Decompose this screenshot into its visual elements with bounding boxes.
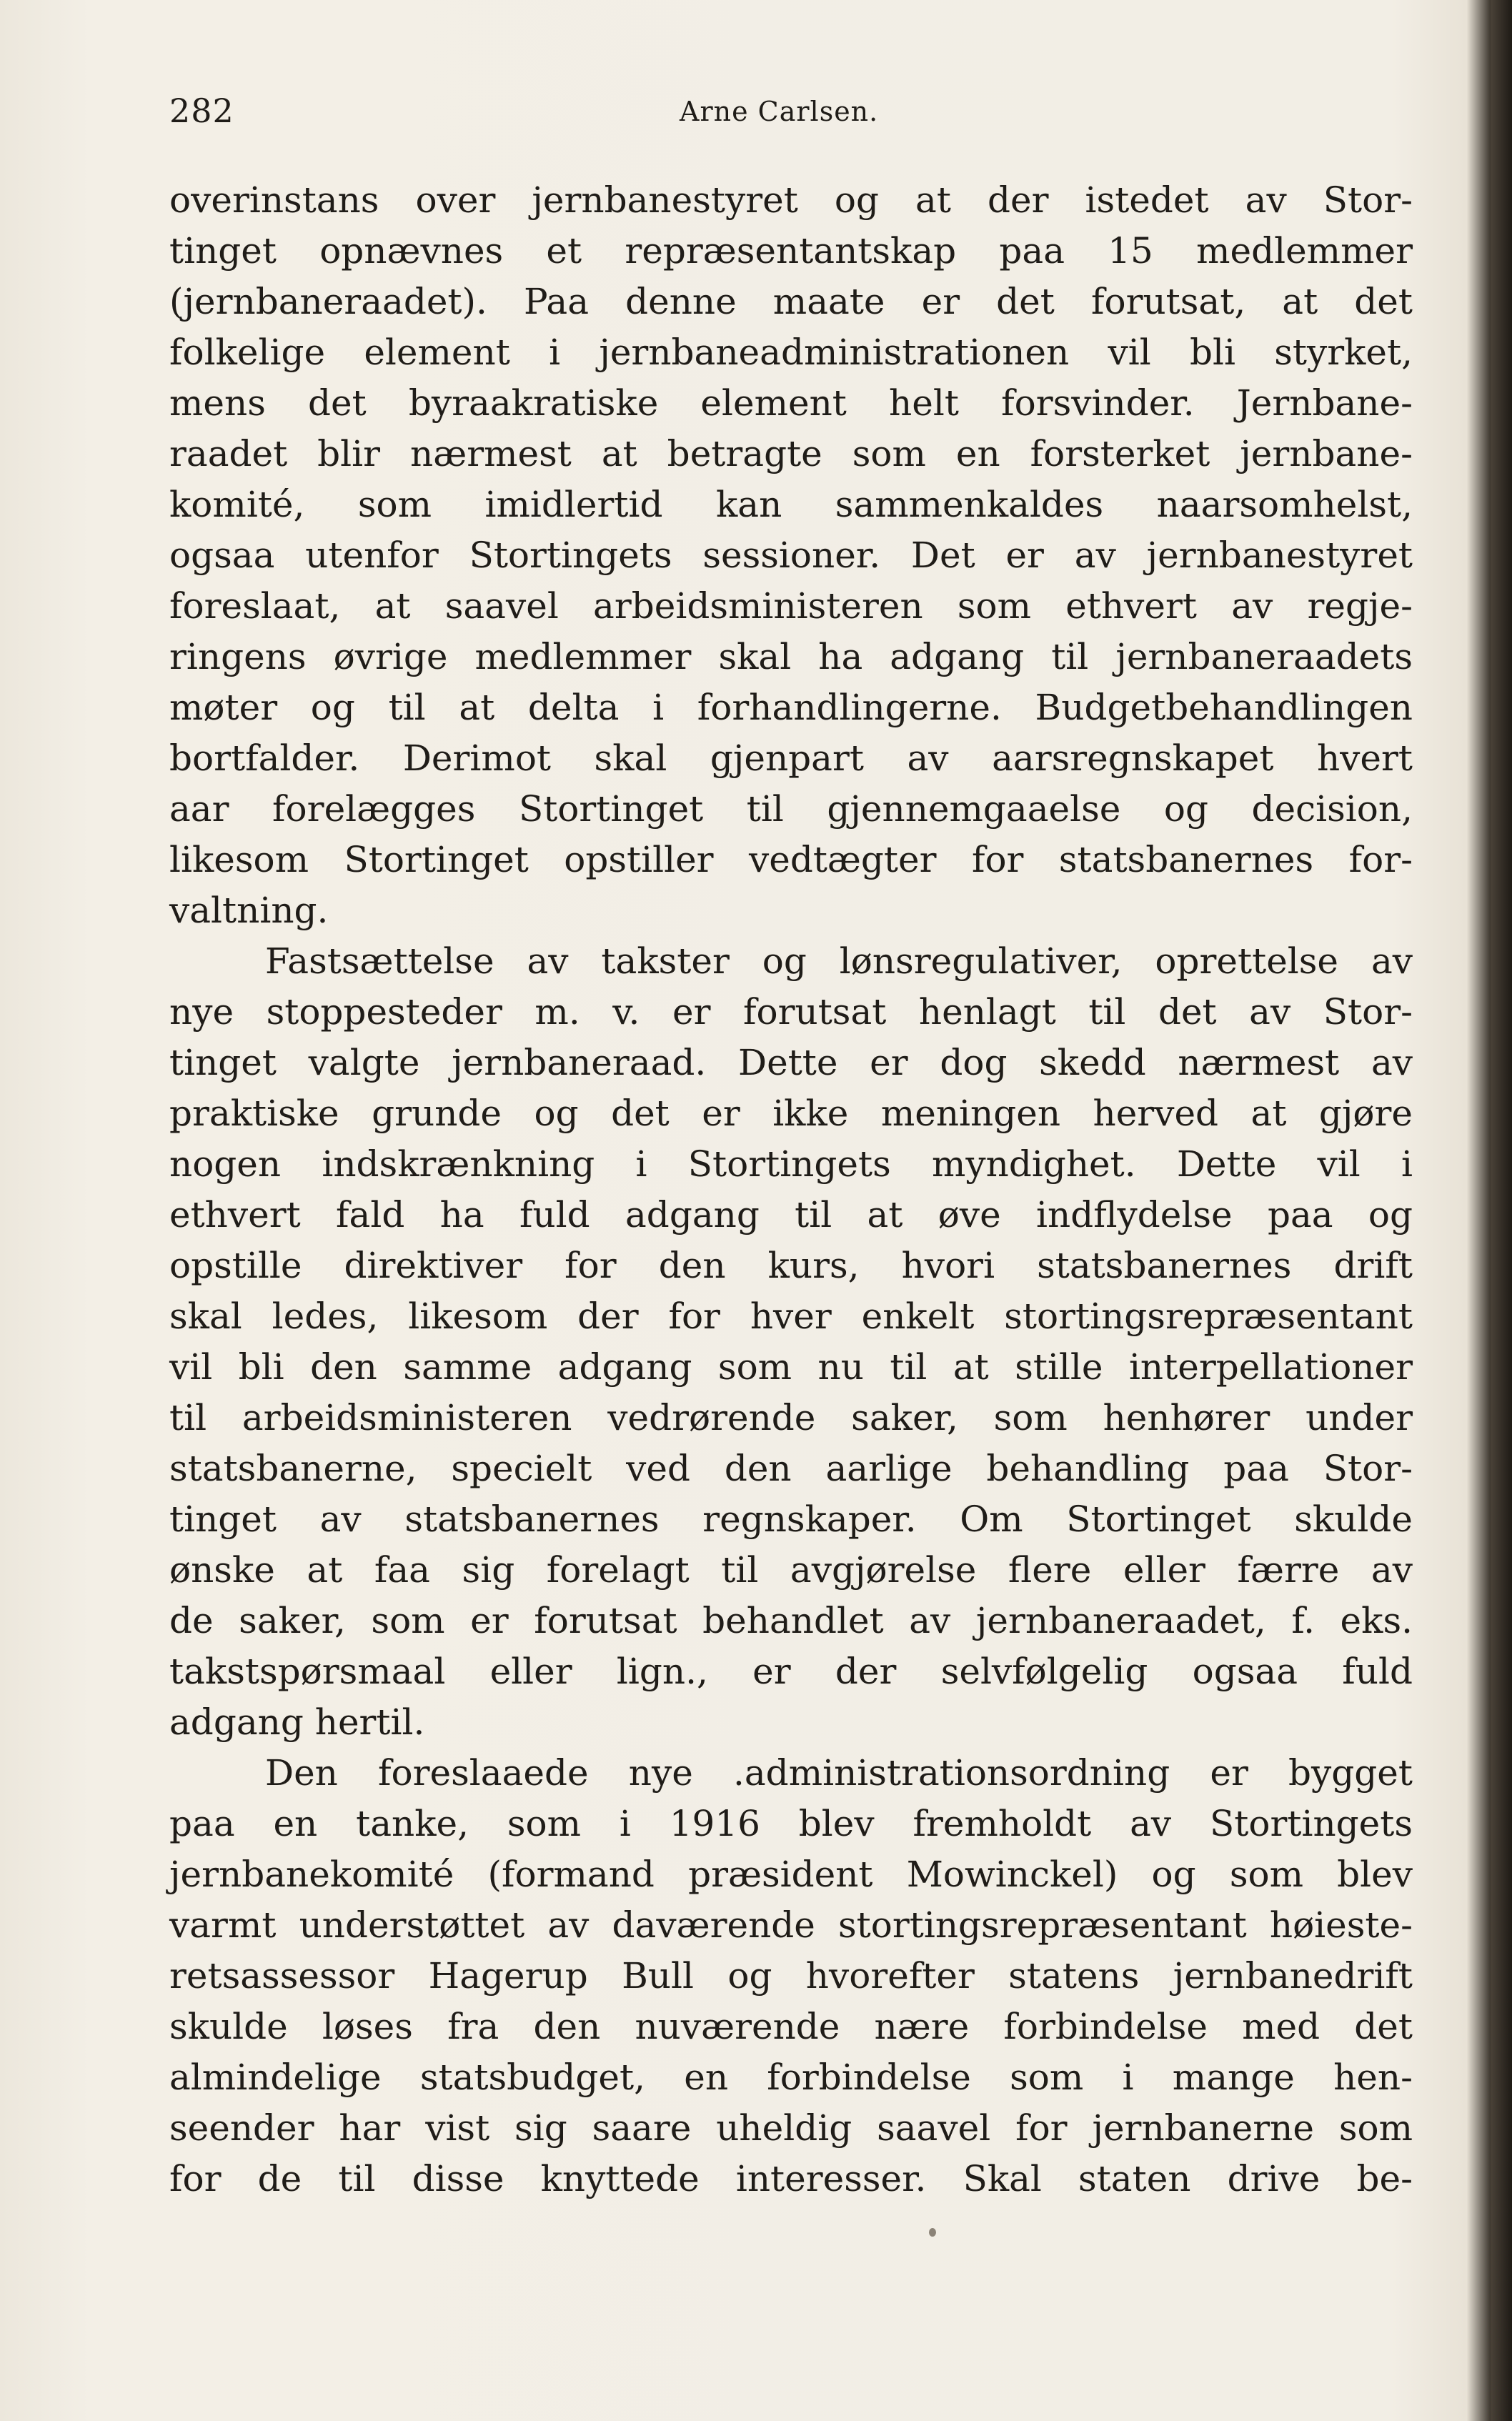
text-line: møter og til at delta i forhandlingerne. Budgetbehandlingen (169, 687, 1413, 728)
body-text (169, 175, 1413, 2204)
text-line: Den foreslaaede nye .administrationsordning er bygget (265, 1752, 1413, 1794)
text-line: for de til disse knyttede interesser. Skal staten drive be- (169, 2158, 1413, 2199)
text-line: foreslaat, at saavel arbeidsministeren som ethvert av regje- (169, 585, 1413, 627)
text-line: (jernbaneraadet). Paa denne maate er det forutsat, at det (169, 281, 1413, 322)
text-line: komité, som imidlertid kan sammenkaldes naarsomhelst, (169, 484, 1413, 525)
text-line: overinstans over jernbanestyret og at der istedet av Stor- (169, 179, 1413, 221)
text-line: ethvert fald ha fuld adgang til at øve indflydelse paa og (169, 1194, 1413, 1236)
text-line: takstspørsmaal eller lign., er der selvfølgelig ogsaa fuld (169, 1651, 1413, 1692)
text-line: tinget valgte jernbaneraad. Dette er dog skedd nærmest av (169, 1042, 1413, 1083)
text-line: ringens øvrige medlemmer skal ha adgang til jernbaneraadets (169, 636, 1413, 677)
text-line: adgang hertil. (169, 1701, 425, 1743)
text-line: ogsaa utenfor Stortingets sessioner. Det er av jernbanestyret (169, 535, 1413, 576)
text-line: bortfalder. Derimot skal gjenpart av aarsregnskapet hvert (169, 737, 1413, 779)
text-line: Fastsættelse av takster og lønsregulativer, oprettelse av (265, 940, 1413, 982)
text-line: raadet blir nærmest at betragte som en forsterket jernbane- (169, 433, 1413, 474)
text-line: ønske at faa sig forelagt til avgjørelse flere eller færre av (169, 1549, 1413, 1591)
text-line: valtning. (169, 890, 329, 931)
text-line: retsassessor Hagerup Bull og hvorefter statens jernbanedrift (169, 1955, 1413, 1997)
running-head: Arne Carlsen. (680, 96, 879, 127)
text-line: skal ledes, likesom der for hver enkelt stortingsrepræsentant (169, 1296, 1413, 1337)
text-line: aar forelægges Stortinget til gjennemgaaelse og decision, (169, 788, 1413, 830)
text-line: paa en tanke, som i 1916 blev fremholdt av Stortingets (169, 1803, 1413, 1844)
text-line: varmt understøttet av daværende stortingsrepræsentant høieste- (169, 1904, 1413, 1946)
text-line: seender har vist sig saare uheldig saavel for jernbanerne som (169, 2107, 1413, 2149)
text-line: til arbeidsministeren vedrørende saker, som henhører under (169, 1397, 1413, 1438)
text-line: mens det byraakratiske element helt forsvinder. Jernbane- (169, 382, 1413, 424)
page-number: 282 (169, 91, 234, 130)
paper-speck (929, 2228, 936, 2237)
text-line: opstille direktiver for den kurs, hvori statsbanernes drift (169, 1245, 1413, 1286)
text-line: jernbanekomité (formand præsident Mowinckel) og som blev (169, 1854, 1413, 1895)
text-line: likesom Stortinget opstiller vedtægter for statsbanernes for- (169, 839, 1413, 880)
text-line: folkelige element i jernbaneadministrationen vil bli styrket, (169, 332, 1413, 373)
text-line: vil bli den samme adgang som nu til at stille interpellationer (169, 1346, 1413, 1388)
text-line: nogen indskrænkning i Stortingets myndighet. Dette vil i (169, 1143, 1413, 1185)
text-line: statsbanerne, specielt ved den aarlige behandling paa Stor- (169, 1448, 1413, 1489)
text-line: de saker, som er forutsat behandlet av jernbaneraadet, f. eks. (169, 1600, 1413, 1641)
text-line: praktiske grunde og det er ikke meningen herved at gjøre (169, 1093, 1413, 1134)
text-line: tinget opnævnes et repræsentantskap paa 15 medlemmer (169, 230, 1413, 272)
text-line: almindelige statsbudget, en forbindelse som i mange hen- (169, 2057, 1413, 2098)
text-line: tinget av statsbanernes regnskaper. Om Stortinget skulde (169, 1498, 1413, 1540)
text-line: skulde løses fra den nuværende nære forbindelse med det (169, 2006, 1413, 2047)
book-spine-edge (1491, 0, 1512, 2421)
text-line: nye stoppesteder m. v. er forutsat henlagt til det av Stor- (169, 991, 1413, 1033)
page-header (169, 91, 1413, 141)
